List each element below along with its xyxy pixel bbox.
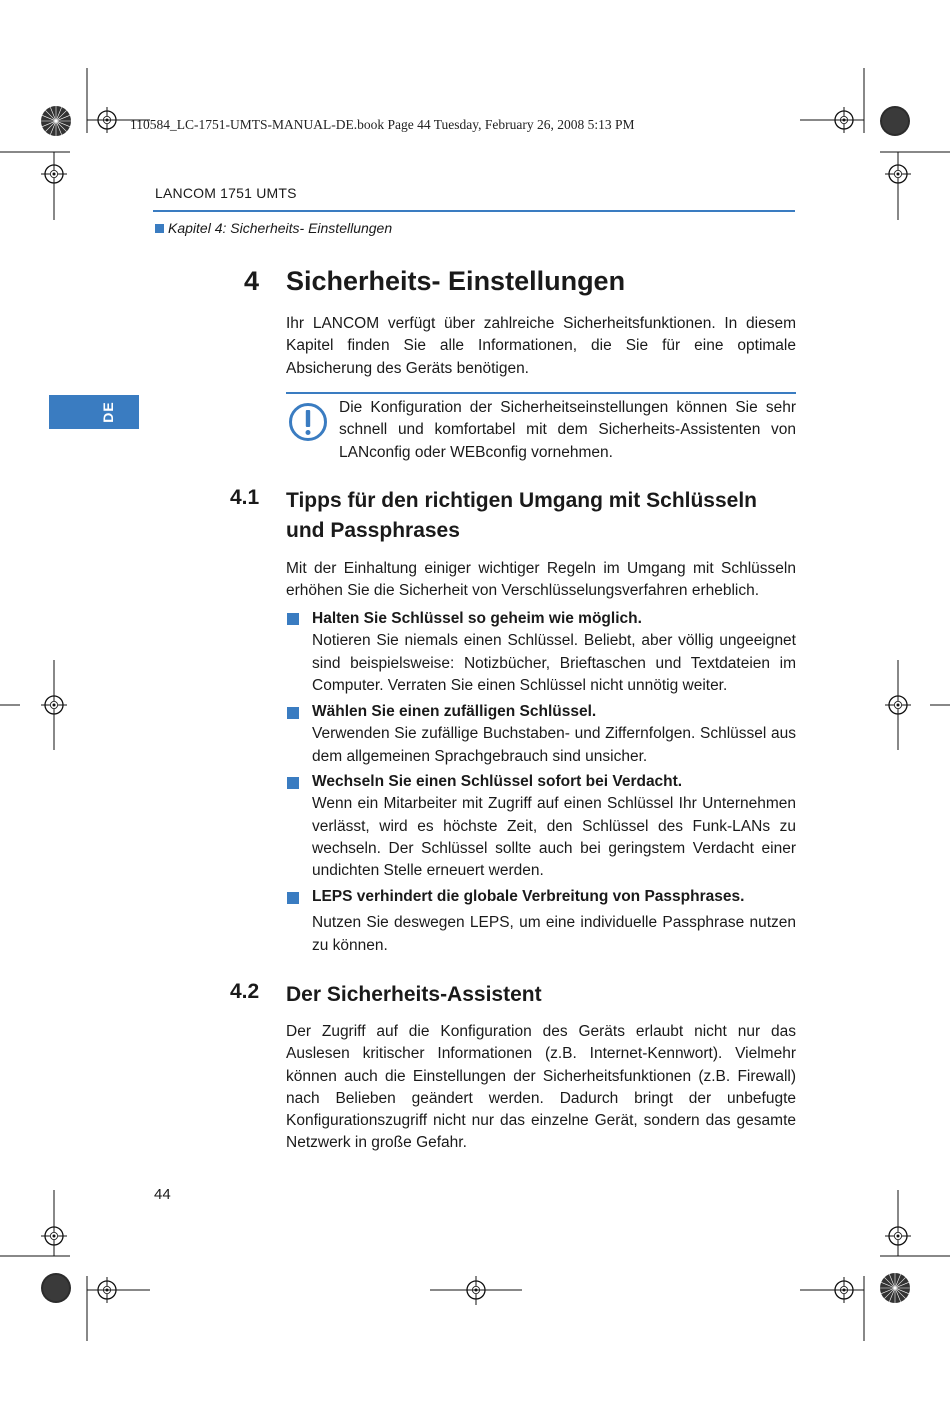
list-item [312, 771, 796, 882]
list-item-heading: Halten Sie Schlüssel so geheim wie möglich. [312, 610, 642, 627]
running-header-product: LANCOM 1751 UMTS [155, 185, 297, 201]
language-tab [49, 395, 139, 429]
square-bullet-icon [287, 707, 299, 719]
list-item-body: Notieren Sie niemals einen Schlüssel. Beliebt, aber völlig ungeeignet sind beispielsweise: Notizbücher, Brieftaschen und Textdateien im Computer. Verraten Sie einen Schlüssel nicht unnötig weiter. [312, 632, 796, 694]
list-item-heading: LEPS verhindert die globale Verbreitung von Passphrases. [312, 888, 745, 905]
list-item-heading: Wählen Sie einen zufälligen Schlüssel. [312, 703, 597, 720]
list-item [312, 701, 796, 768]
section-title-4-2: Der Sicherheits-Assistent [286, 983, 542, 1006]
square-bullet-icon [287, 613, 299, 625]
exclamation-circle-icon [288, 402, 328, 442]
section-4-1-intro: Mit der Einhaltung einiger wichtiger Regeln im Umgang mit Schlüsseln erhöhen Sie die Sicherheit von Verschlüsselungsverfahren erheblich. [286, 560, 796, 600]
language-tab-label: DE [100, 401, 116, 423]
list-item [312, 886, 796, 957]
page-number: 44 [154, 1186, 171, 1203]
chapter-intro: Ihr LANCOM verfügt über zahlreiche Sicherheitsfunktionen. In diesem Kapitel finden Sie alle Informationen, die Sie für eine optimale Absicherung des Geräts benötigen. [286, 315, 796, 377]
chapter-number: 4 [244, 266, 260, 296]
breadcrumb-text: Kapitel 4: Sicherheits- Einstellungen [168, 220, 393, 236]
chapter-title: Sicherheits- Einstellungen [286, 266, 626, 296]
section-number-4-1: 4.1 [230, 486, 260, 509]
square-bullet-icon [287, 777, 299, 789]
book-file-line: 110584_LC-1751-UMTS-MANUAL-DE.book Page 44 Tuesday, February 26, 2008 5:13 PM [130, 117, 635, 132]
list-item [312, 608, 796, 697]
list-item-body: Verwenden Sie zufällige Buchstaben- und Ziffernfolgen. Schlüssel aus dem allgemeinen Sprachgebrauch sind unsicher. [312, 725, 796, 765]
note-text: Die Konfiguration der Sicherheitseinstellungen können Sie sehr schnell und komfortabel mit dem Sicherheits-Assistenten von LANconfig oder WEBconfig vornehmen. [339, 399, 796, 461]
square-bullet-icon [287, 892, 299, 904]
square-bullet-icon [155, 224, 164, 233]
section-title-4-1: Tipps für den richtigen Umgang mit Schlüsseln und Passphrases [286, 489, 758, 542]
list-item-body: Nutzen Sie deswegen LEPS, um eine individuelle Passphrase nutzen zu können. [312, 914, 796, 954]
list-item-body: Wenn ein Mitarbeiter mit Zugriff auf einen Schlüssel Ihr Unternehmen verlässt, wird es höchste Zeit, den Schlüssel des Funk-LANs zu wechseln. Der Schlüssel sollte auch bei geringstem Verdacht einer undichten Stelle erneuert werden. [312, 795, 796, 880]
breadcrumb [155, 220, 392, 236]
header-rule [153, 210, 795, 212]
note-rule [286, 392, 796, 394]
list-item-heading: Wechseln Sie einen Schlüssel sofort bei Verdacht. [312, 773, 683, 790]
section-4-2-body: Der Zugriff auf die Konfiguration des Geräts erlaubt nicht nur das Auslesen kritischer Informationen (z.B. Internet-Kennwort). Vielmehr können auch die Einstellungen der Sicherheitsfunktionen (z.B. Firewall) nach Belieben geändert werden. Dadurch bringt der unbefugte Konfigurationszugriff nicht nur das einzelne Gerät, sondern das gesamte Netzwerk in große Gefahr. [286, 1023, 796, 1152]
section-number-4-2: 4.2 [230, 980, 260, 1003]
